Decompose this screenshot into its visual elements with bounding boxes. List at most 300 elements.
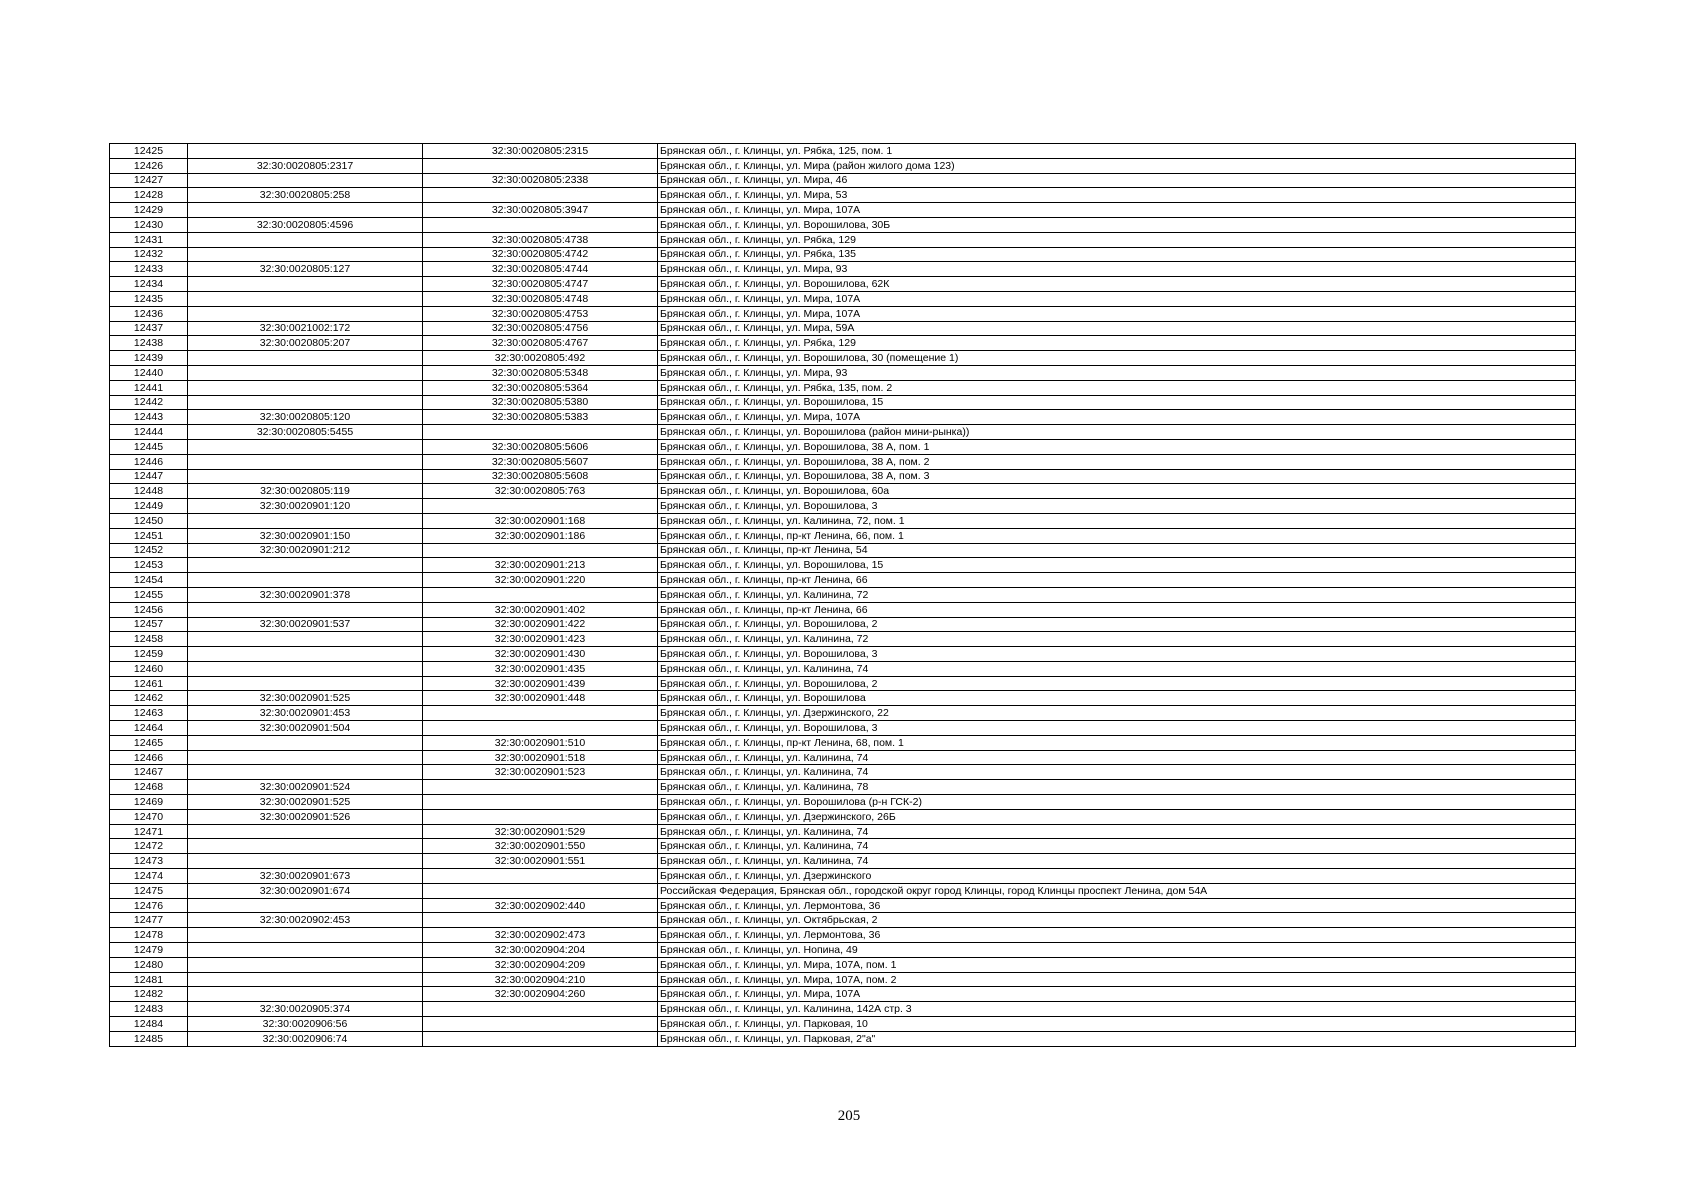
land-cadastral-number-cell: [188, 676, 423, 691]
building-cadastral-number-cell: [423, 188, 658, 203]
address-cell: Брянская обл., г. Клинцы, ул. Рябка, 125, пом. 1: [658, 144, 1576, 159]
land-cadastral-number-cell: 32:30:0020805:258: [188, 188, 423, 203]
land-cadastral-number-cell: 32:30:0020901:120: [188, 499, 423, 514]
land-cadastral-number-cell: [188, 365, 423, 380]
table-body: [110, 144, 1576, 1047]
address-cell: Брянская обл., г. Клинцы, ул. Мира, 107А: [658, 306, 1576, 321]
row-number-cell: 12480: [110, 957, 188, 972]
table-row: [110, 809, 1576, 824]
address-cell: Брянская обл., г. Клинцы, ул. Ворошилова, 15: [658, 395, 1576, 410]
address-cell: Брянская обл., г. Клинцы, ул. Дзержинского, 26Б: [658, 809, 1576, 824]
row-number-cell: 12452: [110, 543, 188, 558]
building-cadastral-number-cell: 32:30:0020901:423: [423, 632, 658, 647]
table-row: [110, 750, 1576, 765]
land-cadastral-number-cell: [188, 247, 423, 262]
row-number-cell: 12471: [110, 824, 188, 839]
table-row: [110, 425, 1576, 440]
land-cadastral-number-cell: [188, 277, 423, 292]
building-cadastral-number-cell: 32:30:0020805:2315: [423, 144, 658, 159]
land-cadastral-number-cell: [188, 395, 423, 410]
land-cadastral-number-cell: [188, 513, 423, 528]
building-cadastral-number-cell: 32:30:0020902:473: [423, 928, 658, 943]
land-cadastral-number-cell: 32:30:0020901:150: [188, 528, 423, 543]
address-cell: Брянская обл., г. Клинцы, ул. Мира, 107А: [658, 291, 1576, 306]
table-row: [110, 173, 1576, 188]
row-number-cell: 12479: [110, 943, 188, 958]
table-row: [110, 883, 1576, 898]
row-number-cell: 12463: [110, 706, 188, 721]
building-cadastral-number-cell: 32:30:0020805:2338: [423, 173, 658, 188]
row-number-cell: 12438: [110, 336, 188, 351]
table-row: [110, 735, 1576, 750]
building-cadastral-number-cell: 32:30:0020901:439: [423, 676, 658, 691]
address-cell: Брянская обл., г. Клинцы, ул. Мира, 93: [658, 365, 1576, 380]
address-cell: Брянская обл., г. Клинцы, ул. Рябка, 129: [658, 232, 1576, 247]
row-number-cell: 12439: [110, 351, 188, 366]
land-cadastral-number-cell: [188, 839, 423, 854]
building-cadastral-number-cell: 32:30:0020805:5348: [423, 365, 658, 380]
land-cadastral-number-cell: [188, 439, 423, 454]
table-row: [110, 439, 1576, 454]
row-number-cell: 12473: [110, 854, 188, 869]
land-cadastral-number-cell: 32:30:0021002:172: [188, 321, 423, 336]
building-cadastral-number-cell: 32:30:0020904:260: [423, 987, 658, 1002]
land-cadastral-number-cell: 32:30:0020901:453: [188, 706, 423, 721]
address-cell: Брянская обл., г. Клинцы, ул. Калинина, 142А стр. 3: [658, 1002, 1576, 1017]
building-cadastral-number-cell: 32:30:0020805:5607: [423, 454, 658, 469]
table-row: [110, 869, 1576, 884]
land-cadastral-number-cell: [188, 203, 423, 218]
table-row: [110, 795, 1576, 810]
land-cadastral-number-cell: 32:30:0020901:526: [188, 809, 423, 824]
land-cadastral-number-cell: [188, 351, 423, 366]
building-cadastral-number-cell: 32:30:0020901:518: [423, 750, 658, 765]
address-cell: Брянская обл., г. Клинцы, пр-кт Ленина, 68, пом. 1: [658, 735, 1576, 750]
address-cell: Брянская обл., г. Клинцы, ул. Дзержинского: [658, 869, 1576, 884]
table-row: [110, 1017, 1576, 1032]
land-cadastral-number-cell: [188, 291, 423, 306]
building-cadastral-number-cell: [423, 869, 658, 884]
row-number-cell: 12435: [110, 291, 188, 306]
row-number-cell: 12478: [110, 928, 188, 943]
row-number-cell: 12457: [110, 617, 188, 632]
address-cell: Брянская обл., г. Клинцы, ул. Ворошилова, 62К: [658, 277, 1576, 292]
land-cadastral-number-cell: 32:30:0020901:524: [188, 780, 423, 795]
address-cell: Брянская обл., г. Клинцы, ул. Рябка, 129: [658, 336, 1576, 351]
address-cell: Российская Федерация, Брянская обл., городской округ город Клинцы, город Клинцы проспект Ленина, дом 54А: [658, 883, 1576, 898]
row-number-cell: 12460: [110, 661, 188, 676]
row-number-cell: 12455: [110, 587, 188, 602]
land-cadastral-number-cell: 32:30:0020901:378: [188, 587, 423, 602]
table-row: [110, 573, 1576, 588]
row-number-cell: 12485: [110, 1031, 188, 1046]
table-row: [110, 898, 1576, 913]
table-row: [110, 277, 1576, 292]
row-number-cell: 12470: [110, 809, 188, 824]
table-row: [110, 765, 1576, 780]
building-cadastral-number-cell: 32:30:0020805:4767: [423, 336, 658, 351]
row-number-cell: 12484: [110, 1017, 188, 1032]
land-cadastral-number-cell: [188, 957, 423, 972]
land-cadastral-number-cell: [188, 558, 423, 573]
building-cadastral-number-cell: 32:30:0020901:550: [423, 839, 658, 854]
table-row: [110, 602, 1576, 617]
building-cadastral-number-cell: [423, 1031, 658, 1046]
building-cadastral-number-cell: 32:30:0020805:4747: [423, 277, 658, 292]
table-row: [110, 247, 1576, 262]
building-cadastral-number-cell: 32:30:0020902:440: [423, 898, 658, 913]
address-cell: Брянская обл., г. Клинцы, ул. Октябрьская, 2: [658, 913, 1576, 928]
address-cell: Брянская обл., г. Клинцы, ул. Мира, 107А: [658, 203, 1576, 218]
address-cell: Брянская обл., г. Клинцы, ул. Ворошилова, 2: [658, 676, 1576, 691]
table-row: [110, 380, 1576, 395]
address-cell: Брянская обл., г. Клинцы, ул. Ворошилова, 30 (помещение 1): [658, 351, 1576, 366]
building-cadastral-number-cell: [423, 883, 658, 898]
address-cell: Брянская обл., г. Клинцы, ул. Мира (район жилого дома 123): [658, 158, 1576, 173]
address-cell: Брянская обл., г. Клинцы, ул. Мира, 93: [658, 262, 1576, 277]
table-row: [110, 943, 1576, 958]
address-cell: Брянская обл., г. Клинцы, ул. Ворошилова, 60а: [658, 484, 1576, 499]
row-number-cell: 12462: [110, 691, 188, 706]
address-cell: Брянская обл., г. Клинцы, ул. Ворошилова (район мини-рынка)): [658, 425, 1576, 440]
address-cell: Брянская обл., г. Клинцы, ул. Ворошилова, 2: [658, 617, 1576, 632]
address-cell: Брянская обл., г. Клинцы, ул. Калинина, 72, пом. 1: [658, 513, 1576, 528]
row-number-cell: 12458: [110, 632, 188, 647]
address-cell: Брянская обл., г. Клинцы, ул. Парковая, 2"а": [658, 1031, 1576, 1046]
row-number-cell: 12448: [110, 484, 188, 499]
table-row: [110, 217, 1576, 232]
table-row: [110, 647, 1576, 662]
row-number-cell: 12476: [110, 898, 188, 913]
address-cell: Брянская обл., г. Клинцы, пр-кт Ленина, 54: [658, 543, 1576, 558]
address-cell: Брянская обл., г. Клинцы, ул. Дзержинского, 22: [658, 706, 1576, 721]
building-cadastral-number-cell: 32:30:0020901:430: [423, 647, 658, 662]
building-cadastral-number-cell: 32:30:0020805:5608: [423, 469, 658, 484]
building-cadastral-number-cell: [423, 795, 658, 810]
building-cadastral-number-cell: 32:30:0020901:435: [423, 661, 658, 676]
row-number-cell: 12440: [110, 365, 188, 380]
table-row: [110, 144, 1576, 159]
land-cadastral-number-cell: 32:30:0020805:127: [188, 262, 423, 277]
building-cadastral-number-cell: 32:30:0020805:492: [423, 351, 658, 366]
building-cadastral-number-cell: 32:30:0020901:168: [423, 513, 658, 528]
land-cadastral-number-cell: 32:30:0020805:207: [188, 336, 423, 351]
row-number-cell: 12442: [110, 395, 188, 410]
table-row: [110, 987, 1576, 1002]
address-cell: Брянская обл., г. Клинцы, пр-кт Ленина, 66, пом. 1: [658, 528, 1576, 543]
address-cell: Брянская обл., г. Клинцы, пр-кт Ленина, 66: [658, 573, 1576, 588]
row-number-cell: 12449: [110, 499, 188, 514]
address-cell: Брянская обл., г. Клинцы, ул. Ворошилова, 38 А, пом. 3: [658, 469, 1576, 484]
table-row: [110, 410, 1576, 425]
row-number-cell: 12482: [110, 987, 188, 1002]
table-row: [110, 203, 1576, 218]
land-cadastral-number-cell: [188, 380, 423, 395]
building-cadastral-number-cell: [423, 706, 658, 721]
land-cadastral-number-cell: 32:30:0020906:56: [188, 1017, 423, 1032]
land-cadastral-number-cell: [188, 898, 423, 913]
row-number-cell: 12464: [110, 721, 188, 736]
land-cadastral-number-cell: [188, 854, 423, 869]
land-cadastral-number-cell: [188, 750, 423, 765]
building-cadastral-number-cell: 32:30:0020901:551: [423, 854, 658, 869]
row-number-cell: 12465: [110, 735, 188, 750]
table-row: [110, 351, 1576, 366]
table-row: [110, 661, 1576, 676]
row-number-cell: 12427: [110, 173, 188, 188]
land-cadastral-number-cell: 32:30:0020901:673: [188, 869, 423, 884]
building-cadastral-number-cell: 32:30:0020805:763: [423, 484, 658, 499]
address-cell: Брянская обл., г. Клинцы, ул. Ворошилова, 38 А, пом. 1: [658, 439, 1576, 454]
row-number-cell: 12461: [110, 676, 188, 691]
address-cell: Брянская обл., г. Клинцы, ул. Мира, 107А, пом. 2: [658, 972, 1576, 987]
table-row: [110, 336, 1576, 351]
table-row: [110, 721, 1576, 736]
land-cadastral-number-cell: [188, 173, 423, 188]
building-cadastral-number-cell: 32:30:0020901:186: [423, 528, 658, 543]
address-cell: Брянская обл., г. Клинцы, ул. Ворошилова (р-н ГСК-2): [658, 795, 1576, 810]
building-cadastral-number-cell: [423, 721, 658, 736]
building-cadastral-number-cell: 32:30:0020805:5383: [423, 410, 658, 425]
table-row: [110, 306, 1576, 321]
address-cell: Брянская обл., г. Клинцы, ул. Мира, 107А: [658, 987, 1576, 1002]
row-number-cell: 12451: [110, 528, 188, 543]
table-row: [110, 854, 1576, 869]
building-cadastral-number-cell: 32:30:0020805:3947: [423, 203, 658, 218]
table-row: [110, 928, 1576, 943]
page-number: 205: [837, 1108, 861, 1124]
land-cadastral-number-cell: 32:30:0020901:504: [188, 721, 423, 736]
row-number-cell: 12459: [110, 647, 188, 662]
address-cell: Брянская обл., г. Клинцы, ул. Лермонтова, 36: [658, 928, 1576, 943]
row-number-cell: 12466: [110, 750, 188, 765]
table-row: [110, 365, 1576, 380]
building-cadastral-number-cell: 32:30:0020805:4742: [423, 247, 658, 262]
table-row: [110, 158, 1576, 173]
address-cell: Брянская обл., г. Клинцы, ул. Мира, 107А, пом. 1: [658, 957, 1576, 972]
land-cadastral-number-cell: 32:30:0020902:453: [188, 913, 423, 928]
row-number-cell: 12432: [110, 247, 188, 262]
building-cadastral-number-cell: 32:30:0020805:4744: [423, 262, 658, 277]
row-number-cell: 12481: [110, 972, 188, 987]
table-row: [110, 957, 1576, 972]
address-cell: Брянская обл., г. Клинцы, ул. Мира, 59А: [658, 321, 1576, 336]
table-row: [110, 291, 1576, 306]
table-row: [110, 913, 1576, 928]
building-cadastral-number-cell: 32:30:0020805:5606: [423, 439, 658, 454]
land-cadastral-number-cell: [188, 144, 423, 159]
address-cell: Брянская обл., г. Клинцы, ул. Ворошилова, 15: [658, 558, 1576, 573]
land-cadastral-number-cell: 32:30:0020805:120: [188, 410, 423, 425]
building-cadastral-number-cell: [423, 543, 658, 558]
address-cell: Брянская обл., г. Клинцы, ул. Калинина, 78: [658, 780, 1576, 795]
building-cadastral-number-cell: 32:30:0020805:4748: [423, 291, 658, 306]
table-row: [110, 587, 1576, 602]
address-cell: Брянская обл., г. Клинцы, ул. Ворошилова, 3: [658, 721, 1576, 736]
table-row: [110, 528, 1576, 543]
building-cadastral-number-cell: 32:30:0020901:448: [423, 691, 658, 706]
row-number-cell: 12443: [110, 410, 188, 425]
address-cell: Брянская обл., г. Клинцы, ул. Ворошилова, 30Б: [658, 217, 1576, 232]
land-cadastral-number-cell: 32:30:0020901:525: [188, 691, 423, 706]
row-number-cell: 12453: [110, 558, 188, 573]
table-row: [110, 321, 1576, 336]
row-number-cell: 12426: [110, 158, 188, 173]
building-cadastral-number-cell: [423, 158, 658, 173]
table-row: [110, 691, 1576, 706]
address-cell: Брянская обл., г. Клинцы, ул. Мира, 107А: [658, 410, 1576, 425]
address-cell: Брянская обл., г. Клинцы, ул. Нопина, 49: [658, 943, 1576, 958]
table-row: [110, 558, 1576, 573]
table-row: [110, 262, 1576, 277]
row-number-cell: 12431: [110, 232, 188, 247]
table-row: [110, 632, 1576, 647]
address-cell: Брянская обл., г. Клинцы, ул. Калинина, 72: [658, 632, 1576, 647]
row-number-cell: 12454: [110, 573, 188, 588]
table-row: [110, 513, 1576, 528]
building-cadastral-number-cell: 32:30:0020901:510: [423, 735, 658, 750]
address-cell: Брянская обл., г. Клинцы, ул. Калинина, 74: [658, 750, 1576, 765]
building-cadastral-number-cell: [423, 217, 658, 232]
address-cell: Брянская обл., г. Клинцы, ул. Лермонтова, 36: [658, 898, 1576, 913]
land-cadastral-number-cell: [188, 306, 423, 321]
table-row: [110, 972, 1576, 987]
table-row: [110, 484, 1576, 499]
land-cadastral-number-cell: 32:30:0020901:674: [188, 883, 423, 898]
address-cell: Брянская обл., г. Клинцы, ул. Рябка, 135, пом. 2: [658, 380, 1576, 395]
address-cell: Брянская обл., г. Клинцы, ул. Калинина, 74: [658, 854, 1576, 869]
row-number-cell: 12469: [110, 795, 188, 810]
row-number-cell: 12428: [110, 188, 188, 203]
building-cadastral-number-cell: [423, 913, 658, 928]
building-cadastral-number-cell: 32:30:0020901:422: [423, 617, 658, 632]
land-cadastral-number-cell: [188, 943, 423, 958]
building-cadastral-number-cell: [423, 780, 658, 795]
building-cadastral-number-cell: [423, 425, 658, 440]
address-cell: Брянская обл., г. Клинцы, ул. Ворошилова, 3: [658, 647, 1576, 662]
building-cadastral-number-cell: [423, 587, 658, 602]
table-row: [110, 395, 1576, 410]
building-cadastral-number-cell: 32:30:0020805:4738: [423, 232, 658, 247]
row-number-cell: 12477: [110, 913, 188, 928]
land-cadastral-number-cell: 32:30:0020805:4596: [188, 217, 423, 232]
land-cadastral-number-cell: [188, 661, 423, 676]
table-row: [110, 706, 1576, 721]
table-row: [110, 1002, 1576, 1017]
row-number-cell: 12436: [110, 306, 188, 321]
row-number-cell: 12434: [110, 277, 188, 292]
table-row: [110, 543, 1576, 558]
land-cadastral-number-cell: [188, 232, 423, 247]
building-cadastral-number-cell: 32:30:0020904:210: [423, 972, 658, 987]
land-cadastral-number-cell: [188, 454, 423, 469]
row-number-cell: 12433: [110, 262, 188, 277]
table-row: [110, 232, 1576, 247]
building-cadastral-number-cell: 32:30:0020901:402: [423, 602, 658, 617]
table-row: [110, 454, 1576, 469]
land-cadastral-number-cell: 32:30:0020805:119: [188, 484, 423, 499]
land-cadastral-number-cell: [188, 647, 423, 662]
land-cadastral-number-cell: 32:30:0020906:74: [188, 1031, 423, 1046]
row-number-cell: 12483: [110, 1002, 188, 1017]
building-cadastral-number-cell: 32:30:0020805:4756: [423, 321, 658, 336]
building-cadastral-number-cell: 32:30:0020805:5364: [423, 380, 658, 395]
land-cadastral-number-cell: 32:30:0020805:2317: [188, 158, 423, 173]
address-cell: Брянская обл., г. Клинцы, ул. Мира, 53: [658, 188, 1576, 203]
address-cell: Брянская обл., г. Клинцы, ул. Калинина, 74: [658, 839, 1576, 854]
building-cadastral-number-cell: 32:30:0020901:523: [423, 765, 658, 780]
building-cadastral-number-cell: 32:30:0020901:213: [423, 558, 658, 573]
land-cadastral-number-cell: 32:30:0020901:537: [188, 617, 423, 632]
row-number-cell: 12447: [110, 469, 188, 484]
land-cadastral-number-cell: [188, 469, 423, 484]
table-row: [110, 499, 1576, 514]
address-cell: Брянская обл., г. Клинцы, ул. Калинина, 74: [658, 824, 1576, 839]
building-cadastral-number-cell: 32:30:0020805:5380: [423, 395, 658, 410]
address-cell: Брянская обл., г. Клинцы, ул. Парковая, 10: [658, 1017, 1576, 1032]
address-cell: Брянская обл., г. Клинцы, ул. Мира, 46: [658, 173, 1576, 188]
building-cadastral-number-cell: 32:30:0020901:220: [423, 573, 658, 588]
table-row: [110, 676, 1576, 691]
building-cadastral-number-cell: [423, 1002, 658, 1017]
land-cadastral-number-cell: [188, 972, 423, 987]
row-number-cell: 12472: [110, 839, 188, 854]
address-cell: Брянская обл., г. Клинцы, пр-кт Ленина, 66: [658, 602, 1576, 617]
land-cadastral-number-cell: [188, 632, 423, 647]
address-cell: Брянская обл., г. Клинцы, ул. Калинина, 74: [658, 765, 1576, 780]
land-cadastral-number-cell: [188, 765, 423, 780]
row-number-cell: 12468: [110, 780, 188, 795]
table-row: [110, 617, 1576, 632]
table-row: [110, 1031, 1576, 1046]
row-number-cell: 12456: [110, 602, 188, 617]
table-row: [110, 839, 1576, 854]
address-cell: Брянская обл., г. Клинцы, ул. Калинина, 74: [658, 661, 1576, 676]
row-number-cell: 12475: [110, 883, 188, 898]
row-number-cell: 12445: [110, 439, 188, 454]
building-cadastral-number-cell: 32:30:0020904:204: [423, 943, 658, 958]
land-cadastral-number-cell: [188, 824, 423, 839]
building-cadastral-number-cell: 32:30:0020805:4753: [423, 306, 658, 321]
land-cadastral-number-cell: [188, 602, 423, 617]
land-cadastral-number-cell: [188, 735, 423, 750]
building-cadastral-number-cell: 32:30:0020901:529: [423, 824, 658, 839]
row-number-cell: 12450: [110, 513, 188, 528]
land-cadastral-number-cell: 32:30:0020901:212: [188, 543, 423, 558]
land-cadastral-number-cell: 32:30:0020901:525: [188, 795, 423, 810]
row-number-cell: 12441: [110, 380, 188, 395]
land-cadastral-number-cell: [188, 928, 423, 943]
address-cell: Брянская обл., г. Клинцы, ул. Калинина, 72: [658, 587, 1576, 602]
land-cadastral-number-cell: [188, 573, 423, 588]
table-row: [110, 824, 1576, 839]
building-cadastral-number-cell: [423, 1017, 658, 1032]
table-row: [110, 188, 1576, 203]
address-cell: Брянская обл., г. Клинцы, ул. Ворошилова: [658, 691, 1576, 706]
table-row: [110, 780, 1576, 795]
land-cadastral-number-cell: [188, 987, 423, 1002]
table-row: [110, 469, 1576, 484]
data-table: [109, 143, 1576, 1047]
land-cadastral-number-cell: 32:30:0020805:5455: [188, 425, 423, 440]
building-cadastral-number-cell: [423, 499, 658, 514]
address-cell: Брянская обл., г. Клинцы, ул. Рябка, 135: [658, 247, 1576, 262]
row-number-cell: 12430: [110, 217, 188, 232]
row-number-cell: 12446: [110, 454, 188, 469]
row-number-cell: 12467: [110, 765, 188, 780]
address-cell: Брянская обл., г. Клинцы, ул. Ворошилова, 38 А, пом. 2: [658, 454, 1576, 469]
address-cell: Брянская обл., г. Клинцы, ул. Ворошилова, 3: [658, 499, 1576, 514]
